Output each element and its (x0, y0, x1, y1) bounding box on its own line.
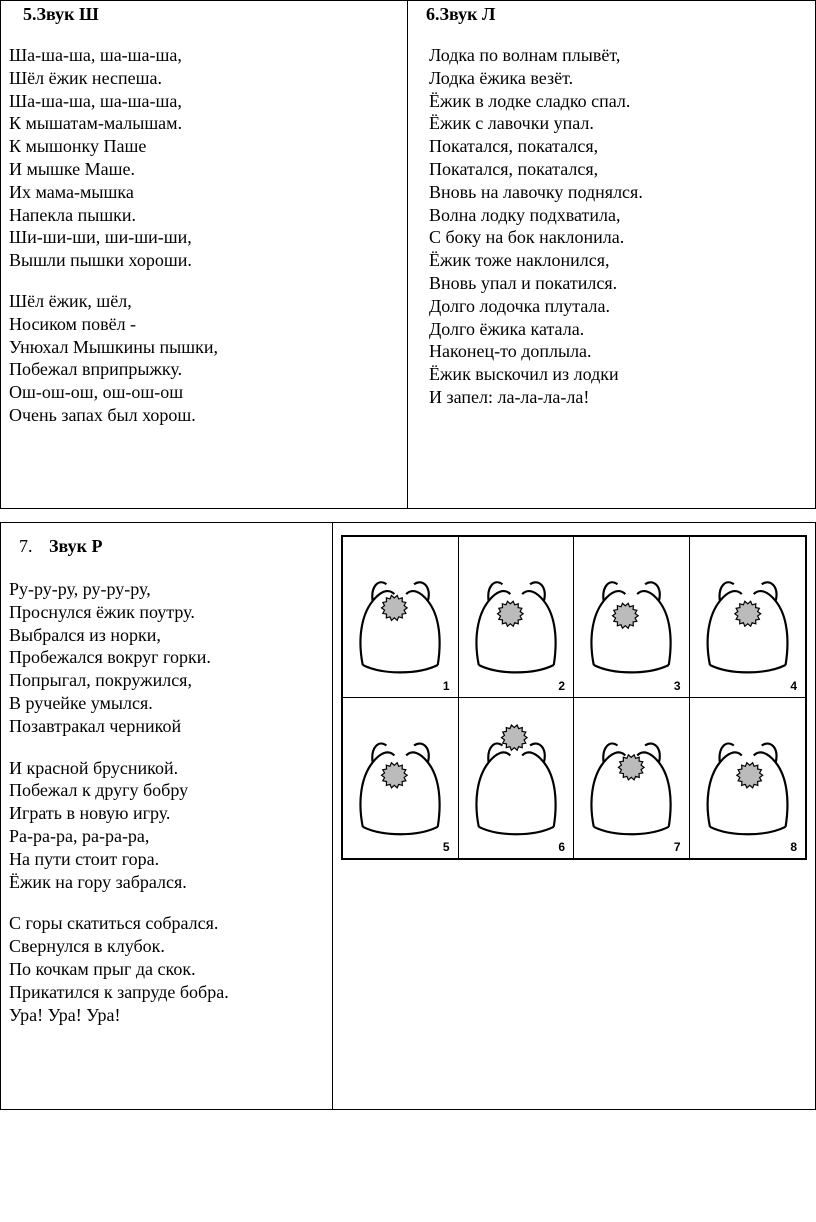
hands-with-ball-drawing (459, 698, 574, 859)
poem-line: Ру-ру-ру, ру-ру-ру, (9, 579, 151, 599)
poem-line: Лодка ёжика везёт. (429, 67, 574, 88)
spiky-ball (736, 762, 762, 787)
illustration-frame (574, 537, 690, 698)
spiky-ball (501, 725, 527, 750)
spiky-ball (618, 754, 644, 779)
poem-line: Свернулся в клубок. (9, 936, 165, 957)
poem-line: И красной брусникой. (9, 757, 179, 778)
poem-line: Вновь упал и покатился. (429, 272, 618, 293)
poem-line: Волна лодку подхватила, (429, 204, 621, 225)
illustration-frame (343, 698, 459, 859)
poem-line: Играть в новую игру. (9, 803, 171, 824)
poem-line: Напекла пышки. (9, 204, 137, 225)
poem-line: Ра-ра-ра, ра-ра-ра, (9, 825, 150, 846)
poem-line: Ёжик тоже наклонился, (429, 250, 610, 271)
poem-line: Наконец-то доплыла. (429, 341, 592, 362)
poem-line: Ши-ши-ши, ши-ши-ши, (9, 227, 192, 248)
section7-heading: Звук Р (49, 536, 103, 556)
spiky-ball (381, 762, 407, 787)
poem-line: Лодка по волнам плывёт, (429, 45, 621, 65)
poem-line: Долго ёжика катала. (429, 318, 585, 339)
poem-line: Шёл ёжик неспеша. (9, 67, 162, 88)
section7-poem (9, 578, 229, 1026)
hands-outline (707, 743, 787, 834)
poem-line: Ура! Ура! Ура! (9, 1004, 121, 1025)
illustration-frame (690, 537, 806, 698)
hands-with-ball-drawing (459, 537, 574, 697)
poem-line: Носиком повёл - (9, 313, 137, 334)
poem-line: И запел: ла-ла-ла-ла! (429, 386, 590, 407)
poem-line: На пути стоит гора. (9, 848, 160, 869)
poem-line: Побежал вприпрыжку. (9, 359, 183, 380)
poem-line: И мышке Маше. (9, 158, 135, 179)
hands-outline (476, 582, 555, 672)
poem-line: Вышли пышки хороши. (9, 250, 192, 271)
stanza-gap (9, 738, 229, 757)
frame-number: 6 (558, 840, 565, 854)
frame-number: 2 (558, 678, 565, 693)
spiky-ball (497, 601, 523, 626)
poem-line: Ша-ша-ша, ша-ша-ша, (9, 90, 182, 111)
stanza-gap (9, 272, 218, 290)
poem-line: Ёжик выскочил из лодки (429, 364, 619, 385)
poem-line: Покатался, покатался, (429, 136, 599, 157)
hands-outline (476, 743, 555, 834)
poem-line: Ёжик на гору забрался. (9, 871, 187, 892)
spiky-ball (734, 601, 760, 626)
poem-line: Ша-ша-ша, ша-ша-ша, (9, 45, 182, 65)
poem-line: Унюхал Мышкины пышки, (9, 336, 218, 357)
illustration-frame (574, 698, 690, 859)
poem-line: Шёл ёжик, шёл, (9, 290, 132, 311)
hands-with-ball-drawing (343, 698, 458, 859)
poem-line: Покатался, покатался, (429, 158, 599, 179)
section6-poem (429, 44, 643, 409)
hands-with-ball-drawing (690, 537, 806, 697)
frame-number: 8 (790, 840, 797, 854)
spiky-ball (381, 595, 407, 620)
illustration-frame (459, 698, 575, 859)
table-bottom-divider (332, 522, 333, 1110)
poem-line: В ручейке умылся. (9, 692, 153, 713)
section5-heading: 5.Звук Ш (23, 4, 99, 24)
poem-line: Их мама-мышка (9, 181, 134, 202)
illustration-frame (690, 698, 806, 859)
poem-line: Ёжик в лодке сладко спал. (429, 90, 631, 111)
poem-line: Проснулся ёжик поутру. (9, 601, 195, 622)
spiky-ball (612, 603, 638, 628)
poem-line: Долго лодочка плутала. (429, 295, 610, 316)
poem-line: С боку на бок наклонила. (429, 227, 625, 248)
section6-heading: 6.Звук Л (426, 4, 496, 24)
illustration-frame (343, 537, 459, 698)
frame-number: 5 (442, 840, 450, 854)
poem-line: К мышонку Паше (9, 136, 147, 157)
poem-line: Вновь на лавочку поднялся. (429, 181, 643, 202)
poem-line: К мышатам-малышам. (9, 113, 183, 134)
hands-with-ball-drawing (574, 698, 689, 859)
poem-line: Прикатился к запруде бобра. (9, 981, 229, 1002)
hand-exercise-illustration (341, 535, 807, 860)
poem-line: Ош-ош-ош, ош-ош-ош (9, 382, 184, 403)
hands-outline (591, 582, 670, 672)
poem-line: С горы скатиться собрался. (9, 913, 219, 934)
section5-poem (9, 44, 218, 427)
frame-number: 4 (790, 678, 797, 693)
poem-line: Очень запах был хорош. (9, 404, 196, 425)
hands-outline (707, 582, 787, 672)
hands-with-ball-drawing (690, 698, 806, 859)
poem-line: Попрыгал, покружился, (9, 670, 192, 691)
hands-outline (360, 582, 439, 672)
poem-line: Побежал к другу бобру (9, 780, 189, 801)
poem-line: Пробежался вокруг горки. (9, 647, 211, 668)
frame-number: 1 (442, 678, 450, 693)
table-top-divider (407, 0, 408, 509)
hands-outline (360, 743, 439, 834)
illustration-frame (459, 537, 575, 698)
poem-line: Позавтракал черникой (9, 715, 182, 736)
frame-number: 3 (673, 678, 681, 693)
hands-with-ball-drawing (574, 537, 689, 697)
stanza-gap (9, 893, 229, 912)
section7-number: 7. (19, 536, 33, 556)
poem-line: Ёжик с лавочки упал. (429, 113, 594, 134)
poem-line: По кочкам прыг да скок. (9, 958, 196, 979)
hands-with-ball-drawing (343, 537, 458, 697)
poem-line: Выбрался из норки, (9, 624, 161, 645)
frame-number: 7 (673, 840, 681, 854)
